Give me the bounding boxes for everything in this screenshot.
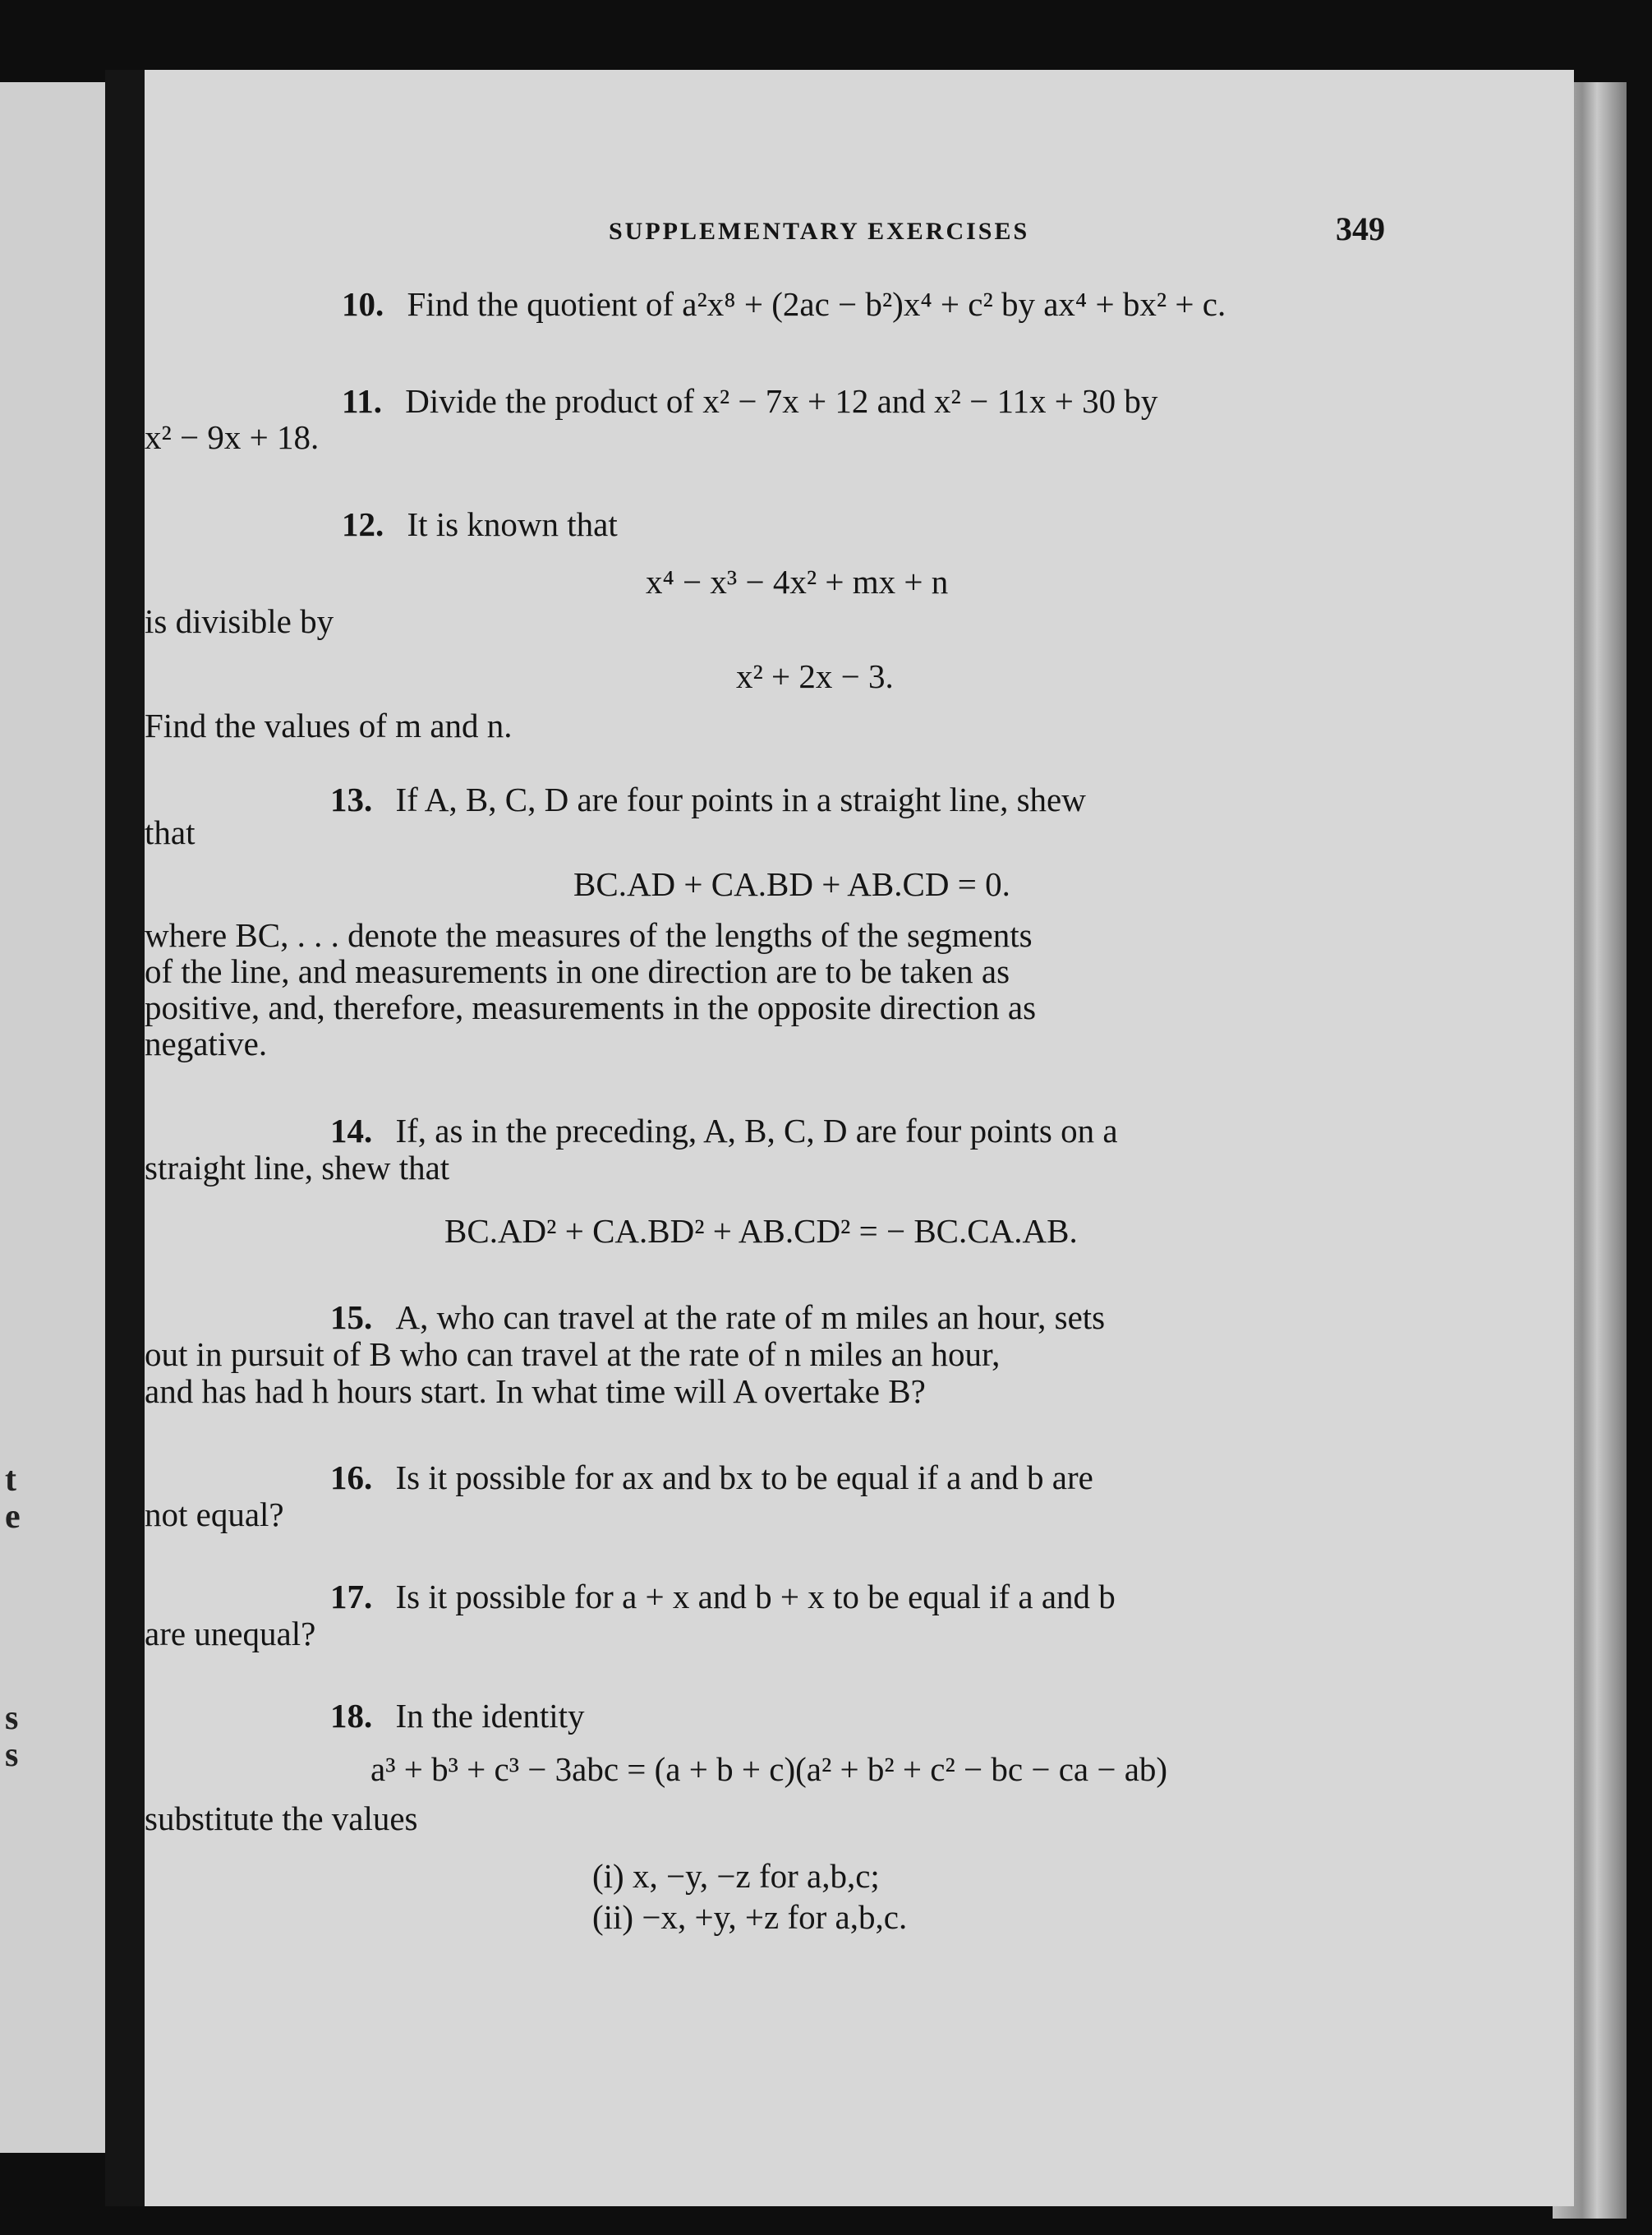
exercise-number: 14. xyxy=(330,1112,373,1150)
exercise-number: 17. xyxy=(330,1578,373,1615)
exercise-12-divisible: is divisible by xyxy=(145,602,334,640)
left-page-edge xyxy=(0,82,105,2153)
exercise-15 xyxy=(330,1298,1105,1336)
exercise-number: 12. xyxy=(342,505,384,543)
left-page-fragment: e xyxy=(5,1498,21,1536)
exercise-13-line2: that xyxy=(145,813,196,851)
divisor-expression: x² + 2x − 3. xyxy=(736,657,894,695)
exercise-text: It is known that xyxy=(407,505,618,543)
exercise-number: 15. xyxy=(330,1298,373,1336)
exercise-14-line2: straight line, shew that xyxy=(145,1149,450,1187)
exercise-11 xyxy=(342,382,1157,420)
exercise-16 xyxy=(330,1459,1093,1496)
exercise-12-question: Find the values of m and n. xyxy=(145,707,513,744)
equation: BC.AD + CA.BD + AB.CD = 0. xyxy=(573,865,1010,903)
page-number: 349 xyxy=(1336,210,1385,247)
exercise-16-line2: not equal? xyxy=(145,1495,284,1533)
exercise-text: If, as in the preceding, A, B, C, D are four points on a xyxy=(395,1112,1118,1150)
exercise-number: 18. xyxy=(330,1697,373,1735)
left-page-fragment: s xyxy=(5,1736,19,1774)
exercise-text: Divide the product of x² − 7x + 12 and x² − 11x + 30 by xyxy=(405,382,1158,420)
substitution-case-1: (i) x, −y, −z for a,b,c; xyxy=(592,1857,880,1895)
exercise-text: Find the quotient of a²x⁸ + (2ac − b²)x⁴ + c² by ax⁴ + bx² + c. xyxy=(407,285,1226,323)
paragraph-line: where BC, . . . denote the measures of the lengths of the segments xyxy=(145,916,1033,954)
equation: BC.AD² + CA.BD² + AB.CD² = − BC.CA.AB. xyxy=(444,1212,1078,1250)
exercise-17-line2: are unequal? xyxy=(145,1615,316,1652)
exercise-15-line3: and has had h hours start. In what time will A overtake B? xyxy=(145,1372,926,1410)
exercise-10 xyxy=(342,285,1226,323)
exercise-17 xyxy=(330,1578,1116,1615)
exercise-14 xyxy=(330,1112,1118,1150)
exercise-18-substitute: substitute the values xyxy=(145,1800,418,1837)
paragraph-line: negative. xyxy=(145,1025,268,1062)
left-page-fragment: t xyxy=(5,1461,16,1499)
exercise-number: 11. xyxy=(342,382,382,420)
exercise-text: In the identity xyxy=(395,1697,585,1735)
exercise-13 xyxy=(330,781,1086,818)
exercise-number: 10. xyxy=(342,285,384,323)
exercise-text: A, who can travel at the rate of m miles an hour, sets xyxy=(395,1298,1106,1336)
exercise-text: Is it possible for a + x and b + x to be equal if a and b xyxy=(395,1578,1116,1615)
exercise-number: 13. xyxy=(330,781,373,818)
left-page-fragment: s xyxy=(5,1699,19,1737)
exercise-text: If A, B, C, D are four points in a straight line, shew xyxy=(395,781,1086,818)
substitution-case-2: (ii) −x, +y, +z for a,b,c. xyxy=(592,1898,908,1936)
exercise-12 xyxy=(342,505,618,543)
running-header: SUPPLEMENTARY EXERCISES xyxy=(609,218,1030,245)
exercise-text: Is it possible for ax and bx to be equal if a and b are xyxy=(395,1459,1093,1496)
identity-equation: a³ + b³ + c³ − 3abc = (a + b + c)(a² + b² + c² − bc − ca − ab) xyxy=(370,1750,1168,1788)
polynomial-expression: x⁴ − x³ − 4x² + mx + n xyxy=(646,563,949,601)
exercise-15-line2: out in pursuit of B who can travel at the rate of n miles an hour, xyxy=(145,1335,1001,1373)
paragraph-line: of the line, and measurements in one direction are to be taken as xyxy=(145,952,1010,990)
exercise-number: 16. xyxy=(330,1459,373,1496)
exercise-18 xyxy=(330,1697,585,1735)
book-gutter xyxy=(105,70,145,2206)
exercise-11-line2: x² − 9x + 18. xyxy=(145,418,320,456)
paragraph-line: positive, and, therefore, measurements in the opposite direction as xyxy=(145,988,1037,1026)
book-page xyxy=(145,70,1574,2206)
